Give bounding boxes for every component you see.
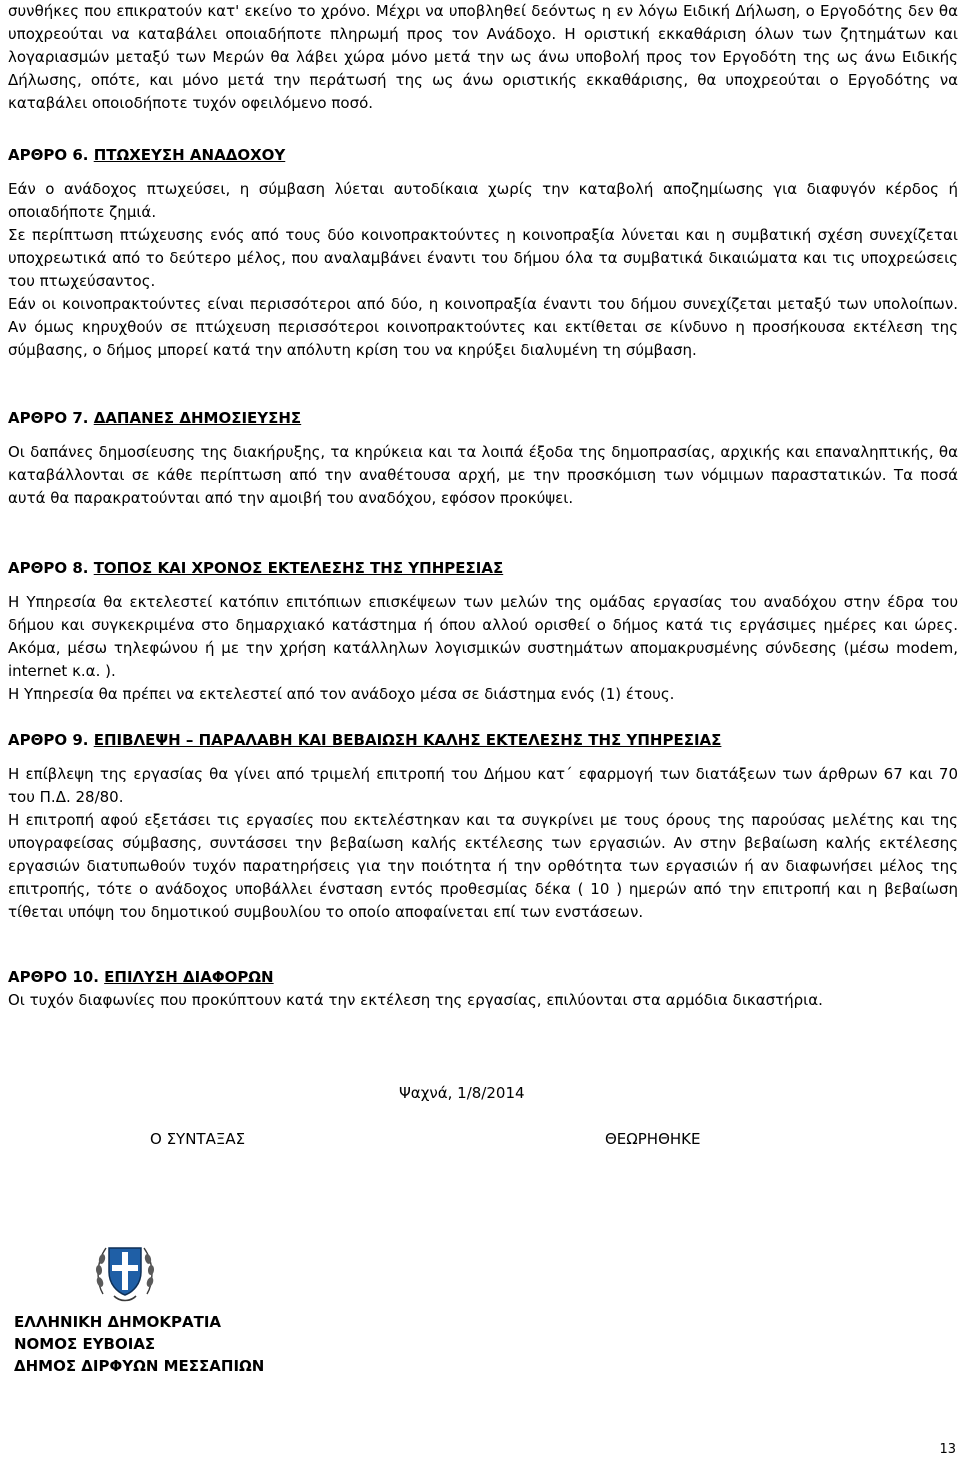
article-6-paragraph-2: Σε περίπτωση πτώχευσης ενός από τους δύο κοινοπρακτούντες η κοινοπραξία λύνεται και η συμβατική σχέση συνεχίζεται υποχρεωτικά από το δεύτερο μέλος, που αναλαμβάνει έναντι του δήμου όλα τα συμβατικά δικαιώματα και τις υποχρεώσεις του πτωχεύσαντος. xyxy=(8,226,958,290)
coat-of-arms-emblem xyxy=(94,1238,156,1306)
article-8-paragraph-2: Η Υπηρεσία θα πρέπει να εκτελεστεί από τον ανάδοχο μέσα σε διάστημα ενός (1) έτους. xyxy=(8,685,675,703)
article-5-continuation xyxy=(8,0,958,115)
issuer-country: ΕΛΛΗΝΙΚΗ ΔΗΜΟΚΡΑΤΙΑ xyxy=(14,1313,222,1331)
article-7-title: ΔΑΠΑΝΕΣ ΔΗΜΟΣΙΕΥΣΗΣ xyxy=(93,409,302,427)
article-9-paragraph-2: Η επιτροπή αφού εξετάσει τις εργασίες που εκτελέστηκαν και τα συγκρίνει με τους όρους της παρούσας μελέτης και της υπογραφείσας σύμβασης, συντάσσει την βεβαίωση καλής εκτέλεσης των εργασιών. Αν στην βεβαίωση καλής εκτέλεσης εργασιών διατυπωθούν τυχόν παρατηρήσεις για την ποιότητα ή την ορθότητα των εργασιών ή αν διαφωνήσει μέλος της επιτροπής, τότε ο ανάδοχος υποβάλλει ένσταση εντός προθεσμίας δέκα ( 10 ) ημερών από την επιτροπή και η βεβαίωση τίθεται υπόψη του δημοτικού συμβουλίου το οποίο αποφαίνεται επί των ενστάσεων. xyxy=(8,811,958,921)
article-6 xyxy=(8,144,958,362)
signature-author: Ο ΣΥΝΤΑΞΑΣ xyxy=(150,1130,246,1148)
article-7 xyxy=(8,407,958,510)
page-number: 13 xyxy=(939,1442,956,1457)
issuer-block xyxy=(14,1311,264,1377)
article-9 xyxy=(8,729,958,924)
article-6-paragraph-3: Εάν οι κοινοπρακτούντες είναι περισσότεροι από δύο, η κοινοπραξία έναντι του δήμου συνεχίζεται μεταξύ των υπολοίπων. Αν όμως κηρυχθούν σε πτώχευση περισσότεροι κοινοπρακτούντες και εκτίθεται σε κίνδυνο η προσήκουσα εκτέλεση της σύμβασης, ο δήμος μπορεί κατά την απόλυτη κρίση του να κηρύξει διαλυμένη τη σύμβαση. xyxy=(8,295,958,359)
article-9-number: ΑΡΘΡΟ 9. xyxy=(8,731,89,749)
article-6-title: ΠΤΩΧΕΥΣΗ ΑΝΑΔΟΧΟΥ xyxy=(93,146,286,164)
article-7-paragraph-1: Οι δαπάνες δημοσίευσης της διακήρυξης, τα κηρύκεια και τα λοιπά έξοδα της δημοπρασίας, αρχικής και επαναληπτικής, θα καταβάλλονται σε κάθε περίπτωση από την αναθέτουσα αρχή, με την προσκόμιση των νόμιμων παραστατικών. Τα ποσά αυτά θα παρακρατούνται από την αμοιβή του αναδόχου, εφόσον προκύψει. xyxy=(8,443,958,507)
article-8-number: ΑΡΘΡΟ 8. xyxy=(8,559,89,577)
article-6-paragraph-1: Εάν ο ανάδοχος πτωχεύσει, η σύμβαση λύεται αυτοδίκαια χωρίς την καταβολή αποζημίωσης για διαφυγόν κέρδος ή οποιαδήποτε ζημιά. xyxy=(8,180,958,221)
article-8-heading xyxy=(8,557,958,580)
article-10-title: ΕΠΙΛΥΣΗ ΔΙΑΦΟΡΩΝ xyxy=(104,968,274,986)
place-date: Ψαχνά, 1/8/2014 xyxy=(399,1084,525,1102)
article-5-paragraph: συνθήκες που επικρατούν κατ' εκείνο το χρόνο. Μέχρι να υποβληθεί δεόντως η εν λόγω Ειδική Δήλωση, ο Εργοδότης δεν θα υποχρεούται να καταβάλει οποιαδήποτε πληρωμή προς τον Ανάδοχο. Η οριστική εκκαθάριση όλων των ζητημάτων και λογαριασμών μεταξύ των Μερών θα λάβει χώρα μόνο μετά την ως άνω υποβολή προς τον Εργοδότη της ως άνω Ειδικής Δήλωσης, οπότε, και μόνο μετά την περάτωσή της ως άνω οριστικής εκκαθάρισης, θα υποχρεούται ο Εργοδότης να καταβάλει οποιοδήποτε τυχόν οφειλόμενο ποσό. xyxy=(8,2,958,112)
article-6-heading xyxy=(8,144,958,167)
article-10-number: ΑΡΘΡΟ 10. xyxy=(8,968,99,986)
article-8 xyxy=(8,557,958,706)
article-8-title: ΤΟΠΟΣ ΚΑΙ ΧΡΟΝΟΣ ΕΚΤΕΛΕΣΗΣ ΤΗΣ ΥΠΗΡΕΣΙΑΣ xyxy=(93,559,504,577)
article-10-heading xyxy=(8,966,958,989)
article-9-title: ΕΠΙΒΛΕΨΗ – ΠΑΡΑΛΑΒΗ ΚΑΙ ΒΕΒΑΙΩΣΗ ΚΑΛΗΣ ΕΚΤΕΛΕΣΗΣ ΤΗΣ ΥΠΗΡΕΣΙΑΣ xyxy=(93,731,722,749)
issuer-prefecture: ΝΟΜΟΣ ΕΥΒΟΙΑΣ xyxy=(14,1335,156,1353)
article-10-paragraph-1: Οι τυχόν διαφωνίες που προκύπτουν κατά την εκτέλεση της εργασίας, επιλύονται στα αρμόδια δικαστήρια. xyxy=(8,991,823,1009)
issuer-municipality: ΔΗΜΟΣ ΔΙΡΦΥΩΝ ΜΕΣΣΑΠΙΩΝ xyxy=(14,1357,265,1375)
article-8-paragraph-1: Η Υπηρεσία θα εκτελεστεί κατόπιν επιτόπιων επισκέψεων των μελών της ομάδας εργασίας του αναδόχου στην έδρα του δήμου και συγκεκριμένα στο δημαρχιακό κατάστημα ή όπου αλλού ορισθεί ο δήμος κατά τις εργάσιμες ημέρες και ώρες. Ακόμα, μέσω τηλεφώνου ή με την χρήση κατάλληλων λογισμικών συστημάτων απομακρυσμένης σύνδεσης (μέσω modem, internet κ.α. ). xyxy=(8,593,958,680)
signature-approved: ΘΕΩΡΗΘΗΚΕ xyxy=(605,1130,701,1148)
article-9-heading xyxy=(8,729,958,752)
article-9-paragraph-1: Η επίβλεψη της εργασίας θα γίνει από τριμελή επιτροπή του Δήμου κατ΄ εφαρμογή των διατάξεων των άρθρων 67 και 70 του Π.Δ. 28/80. xyxy=(8,765,958,806)
article-6-number: ΑΡΘΡΟ 6. xyxy=(8,146,89,164)
article-10 xyxy=(8,966,958,1012)
article-7-number: ΑΡΘΡΟ 7. xyxy=(8,409,89,427)
article-7-heading xyxy=(8,407,958,430)
